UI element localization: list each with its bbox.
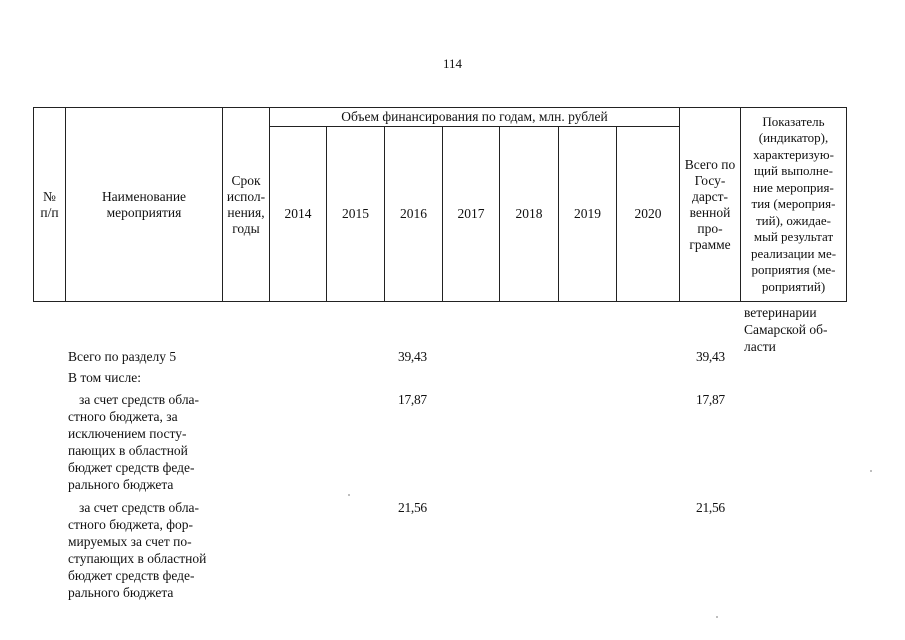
regional-budget-program: 17,87 — [696, 392, 725, 407]
federal-funds-label: за счет средств обла- стного бюджета, фор- мируемых за счет по- ступающих в областной бюджет средств феде- рального бюджета — [68, 500, 207, 600]
including-label: В том числе: — [68, 370, 141, 385]
scan-speck — [716, 616, 718, 618]
scan-speck — [348, 494, 350, 496]
scan-speck — [870, 470, 872, 472]
header-year-2020: 2020 — [616, 126, 680, 302]
header-name-column: Наименование мероприятия — [65, 107, 223, 302]
header-number-column: № п/п — [33, 107, 66, 302]
indicator-carryover-text: ветеринарии Самарской об- ласти — [744, 305, 828, 354]
header-year-2016: 2016 — [384, 126, 443, 302]
page-number: 114 — [442, 56, 463, 71]
section-total-program: 39,43 — [696, 349, 725, 364]
header-year-2017: 2017 — [442, 126, 500, 302]
section-total-2016: 39,43 — [398, 349, 427, 364]
header-indicator-column: Показатель (индикатор), характеризую- щий выполне- ние мероприя- тия (мероприя- тий), ожидае- мый результат реализации ме- роприятия (ме- роприятий) — [740, 107, 847, 302]
header-year-2015: 2015 — [326, 126, 385, 302]
section-total-label: Всего по разделу 5 — [68, 349, 177, 364]
header-year-2019: 2019 — [558, 126, 617, 302]
header-year-2018: 2018 — [499, 126, 559, 302]
regional-budget-label: за счет средств обла- стного бюджета, за исключением посту- пающих в областной бюджет средств феде- рального бюджета — [68, 392, 200, 492]
header-total-column: Всего по Госу- дарст- венной про- грамме — [679, 107, 741, 302]
header-term-column: Срок испол- нения, годы — [222, 107, 270, 302]
federal-funds-2016: 21,56 — [398, 500, 427, 515]
regional-budget-2016: 17,87 — [398, 392, 427, 407]
header-year-2014: 2014 — [269, 126, 327, 302]
federal-funds-program: 21,56 — [696, 500, 725, 515]
header-funding-title: Объем финансирования по годам, млн. рублей — [269, 107, 680, 127]
